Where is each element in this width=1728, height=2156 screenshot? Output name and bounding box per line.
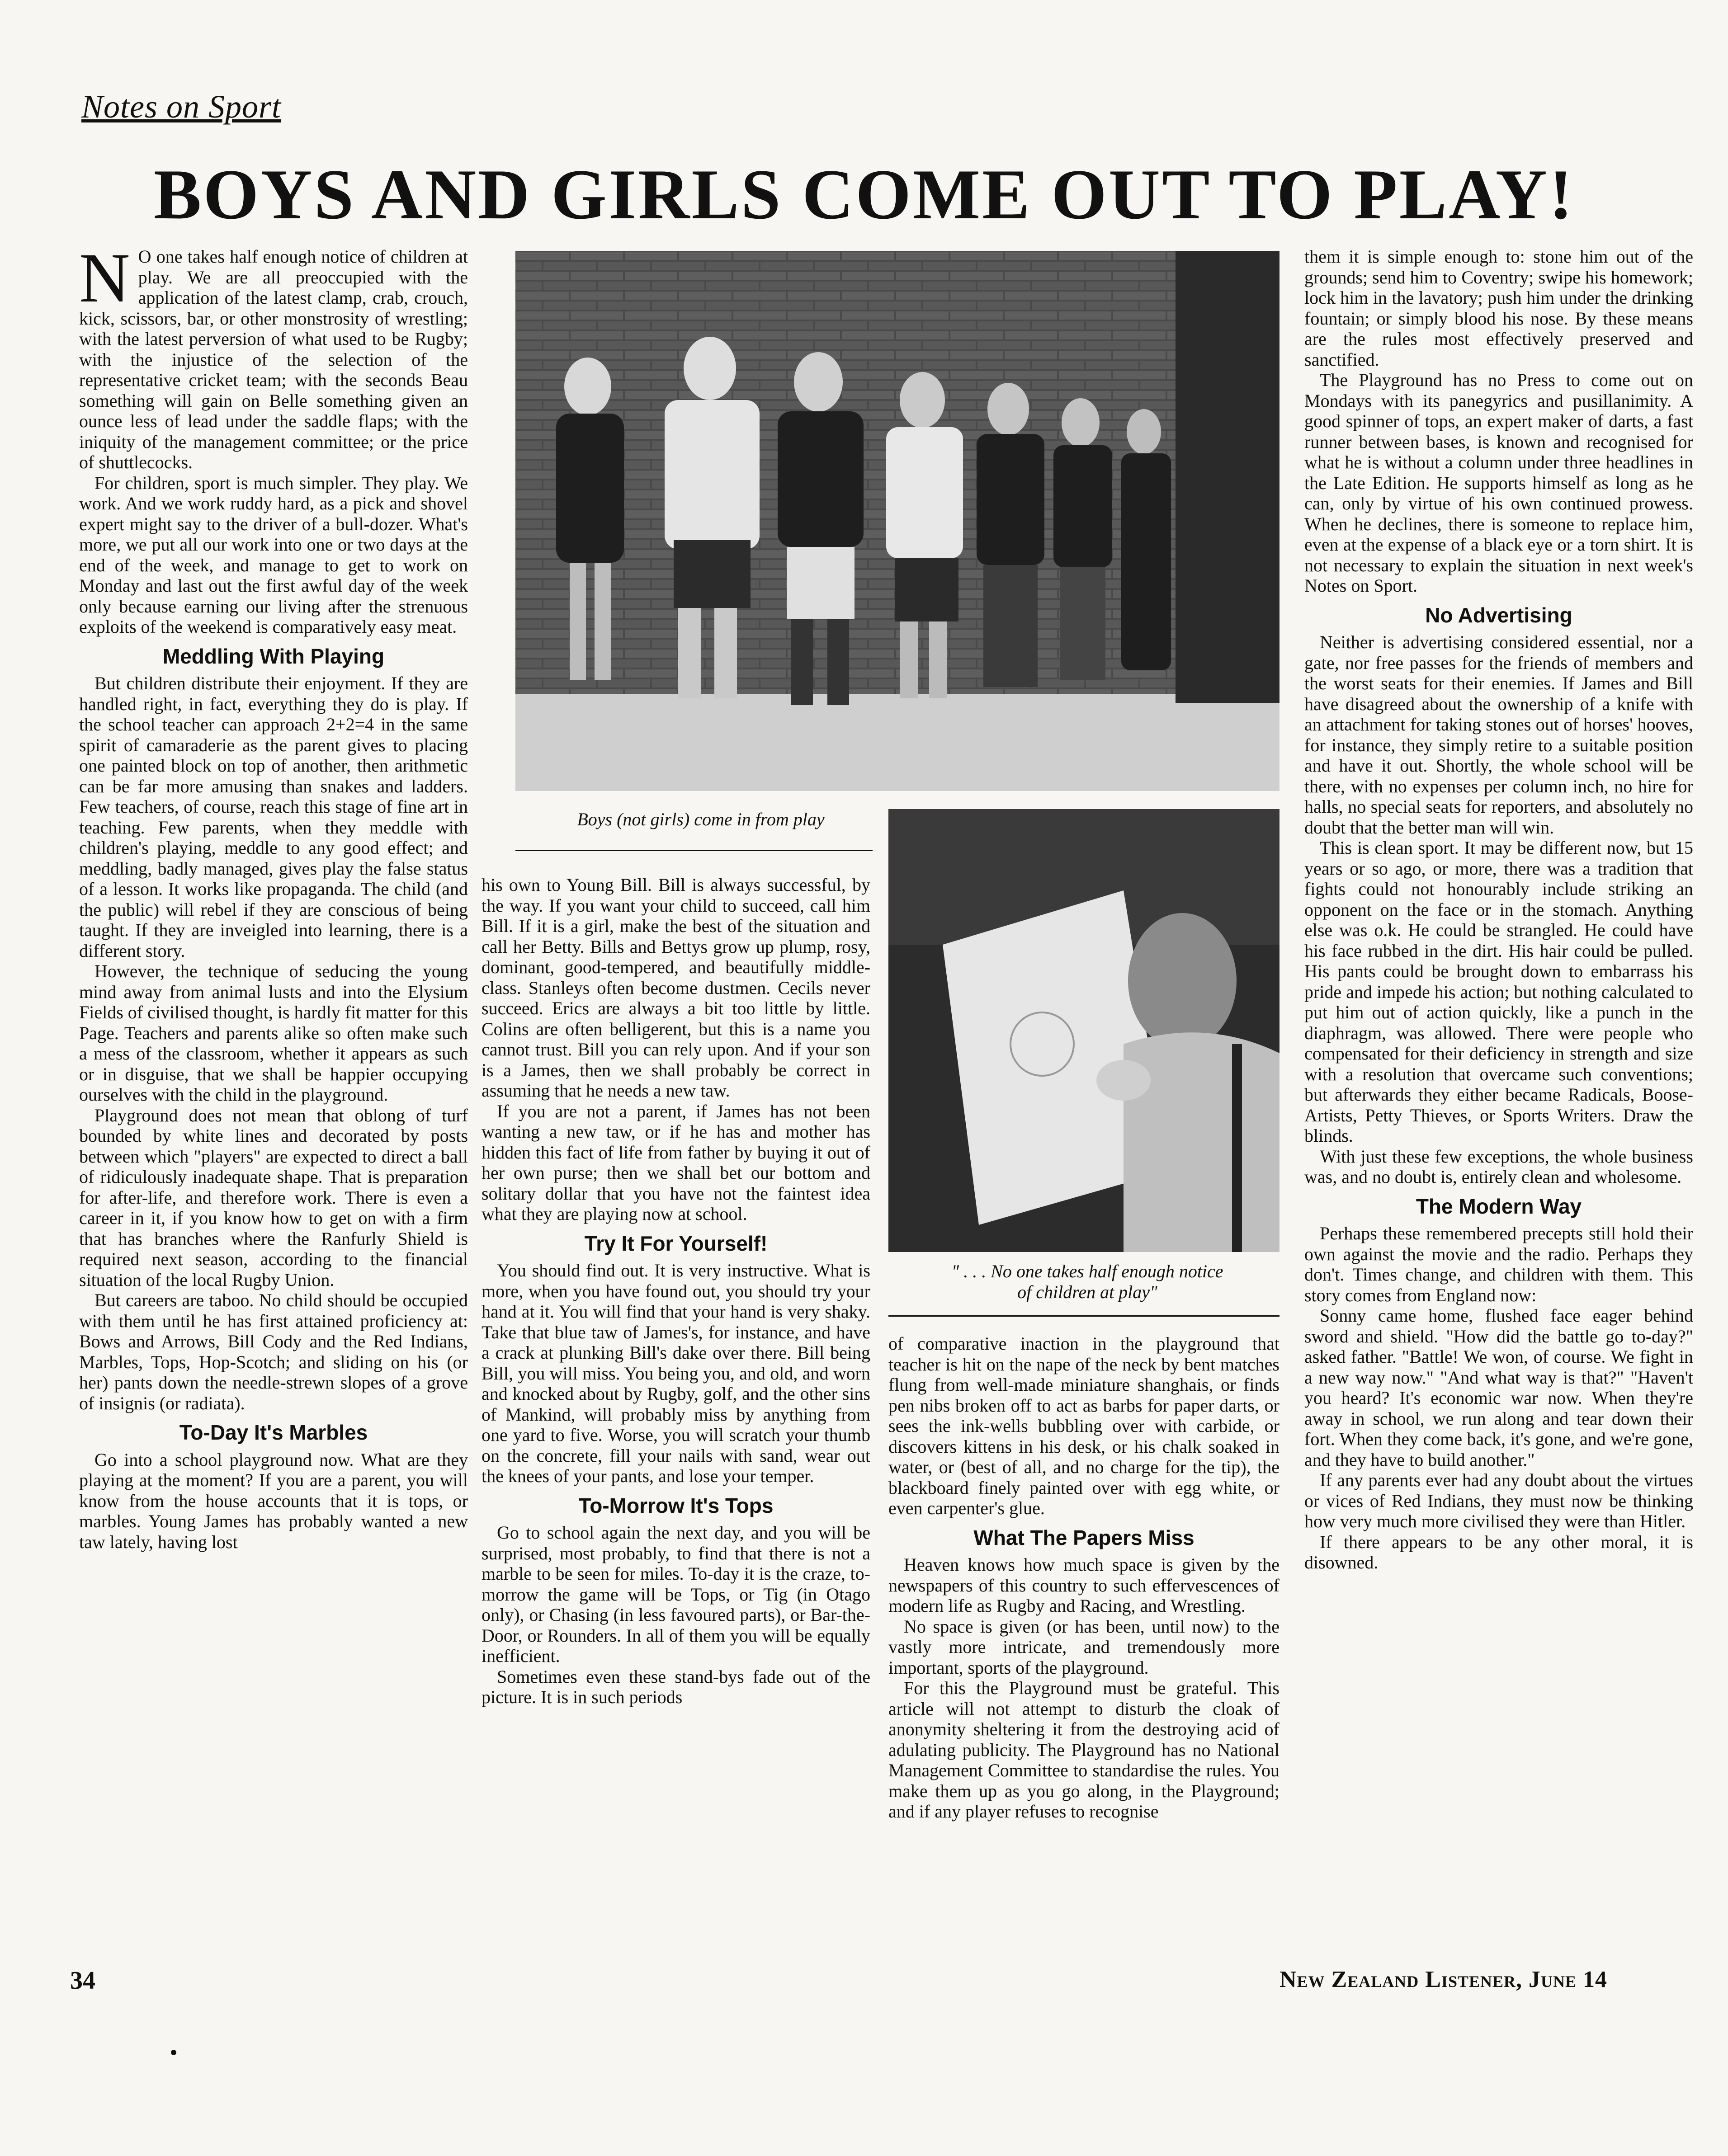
caption-rule xyxy=(515,850,873,851)
paragraph: However, the technique of seducing the young mind away from animal lusts and into the Elysium Fields of civilised thought, is hardly fit matter for this Page. Teachers and parents alike so often make such a mess of the classroom, whether it appears as such or in disguise, that we shall be happier occupying ourselves with the child in the playground. xyxy=(79,961,468,1105)
column-1 xyxy=(79,239,468,1552)
photo2-caption xyxy=(888,1261,1286,1303)
paragraph: Perhaps these remembered precepts still hold their own against the movie and the radio. Perhaps they don't. Times change, and children with them. This story comes from England now: xyxy=(1304,1223,1693,1305)
paragraph: The Playground has no Press to come out on Mondays with its panegyrics and pusillanimity. A good spinner of tops, an expert maker of darts, a fast runner between bases, is known and recognised for what he is without a column under three headlines in the Late Edition. He supports himself as long as he can, only by virtue of his own continued prowess. When he declines, there is someone to replace him, even at the expense of a black eye or a torn shirt. It is not necessary to explain the situation in next week's Notes on Sport. xyxy=(1304,370,1693,596)
paragraph: If you are not a parent, if James has not been wanting a new taw, or if he has and mother has hidden this fact of life from father by buying it out of her own purse; then we shall bet our bottom and solitary dollar that you have not the faintest idea what they are playing now at school. xyxy=(482,1101,870,1224)
paragraph: This is clean sport. It may be different now, but 15 years or so ago, or more, there was a tradition that fights could not honourably include striking an opponent on the face or in the stomach. Anything else was o.k. He could be strangled. He could have his face rubbed in the dirt. His hair could be pulled. His pants could be brought down to embarrass his pride and impede his action; but nothing calculated to put him out of action quickly, like a punch in the diaphragm, was allowed. There were people who compensated for their deficiency in strength and size with a resolution that overcame such conventions; but afterwards they either became Radicals, Boose-Artists, Petty Thieves, or Sports Writers. Draw the blinds. xyxy=(1304,838,1693,1146)
paragraph: For children, sport is much simpler. They play. We work. And we work ruddy hard, as a pick and shovel expert might say to the driver of a bull-dozer. What's more, we put all our work into one or two days at the end of the week, and manage to get to work on Monday and last out the first awful day of the week only because earning our living after the strenuous exploits of the weekend is comparatively easy meat. xyxy=(79,472,468,637)
boys-in-line-image xyxy=(515,251,1279,791)
boy-reading-image xyxy=(888,809,1279,1252)
photo-boys-in-line xyxy=(515,251,1279,791)
paragraph: his own to Young Bill. Bill is always successful, by the way. If you want your child to succeed, call him Bill. If it is a girl, make the best of the situation and call her Betty. Bills and Bettys grow up plump, rosy, dominant, good-tempered, and beautifully middle-class. Stanleys often become dustmen. Cecils never succeed. Erics are always a bit too little by little. Colins are often belligerent, but this is a name you cannot trust. Bill you can rely upon. And if your son is a James, then we shall probably be correct in assuming that he needs a new taw. xyxy=(482,875,870,1101)
publication-footer: New Zealand Listener, June 14 xyxy=(1279,1967,1608,1992)
paragraph: Sometimes even these stand-bys fade out of the picture. It is in such periods xyxy=(482,1666,870,1707)
page-headline: BOYS AND GIRLS COME OUT TO PLAY! xyxy=(154,155,1575,234)
paragraph: But children distribute their enjoyment. If they are handled right, in fact, everything they do is play. If the school teacher can approach 2+2=4 in the same spirit of camaraderie as the parent gives to placing one painted block on top of another, then arithmetic can be far more amusing than snakes and ladders. Few teachers, of course, reach this stage of fine art in teaching. Few parents, when they meddle with children's playing, meddle to any good effect; and meddling, badly managed, gives play the false status of a lesson. It works like propaganda. The child (and the public) will rebel if they are conscious of being taught. If they are inveigled into learning, there is a different story. xyxy=(79,673,468,961)
paragraph: N O one takes half enough notice of children at play. We are all preoccupied with the application of the latest clamp, crab, crouch, kick, scissors, bar, or other monstrosity of wrestling; with the latest perversion of what used to be Rugby; with the injustice of the selection of the representative cricket team; with the seconds Beau something will gain on Belle something given an ounce less of lead under the saddle flaps; with the iniquity of the management committee; or the price of shuttlecocks. xyxy=(79,239,468,472)
paragraph: Playground does not mean that oblong of turf bounded by white lines and decorated by posts between which "players" are expected to direct a ball of ridiculously inadequate shape. That is preparation for after-life, and therefore work. There is even a career in it, if you know how to get on with a firm that has branches where the Ranfurly Shield is required next season, according to the financial situation of the local Rugby Union. xyxy=(79,1105,468,1290)
subheading-marbles: To-Day It's Marbles xyxy=(179,1421,368,1444)
paragraph: Heaven knows how much space is given by the newspapers of this country to such effervescences of modern life as Rugby and Racing, and Wrestling. xyxy=(888,1554,1279,1616)
subheading-no-advertising: No Advertising xyxy=(1425,603,1572,627)
photo2-caption-line2: of children at play" xyxy=(1017,1282,1157,1302)
photo-boy-reading xyxy=(888,809,1279,1252)
caption-rule xyxy=(888,1315,1279,1317)
subheading-tops: To-Morrow It's Tops xyxy=(578,1493,774,1517)
paragraph: You should find out. It is very instructive. What is more, when you have found out, you should try your hand at it. You will find that your hand is very shaky. Take that blue taw of James's, for instance, and have a crack at plunking Bill's dake over there. Bill being Bill, you will miss. You being you, and old, and worn and knocked about by Rugby, golf, and the other sins of Mankind, will probably miss by anything from one yard to five. Worse, you will scratch your thumb on the concrete, fill your nails with sand, wear out the knees of your pants, and lose your temper. xyxy=(482,1260,870,1486)
subheading-modern-way: The Modern Way xyxy=(1416,1194,1582,1218)
paragraph: No space is given (or has been, until now) to the vastly more intricate, and tremendously more important, sports of the playground. xyxy=(888,1616,1279,1678)
paragraph: For this the Playground must be grateful. This article will not attempt to disturb the cloak of anonymity sheltering it from the destroying acid of adulating publicity. The Playground has no National Management Committee to standardise the rules. You make them up as you go along, in the Playground; and if any player refuses to recognise xyxy=(888,1678,1279,1822)
page-number: 34 xyxy=(70,1967,95,1995)
paragraph: Neither is advertising considered essential, nor a gate, nor free passes for the friends of members and the worst seats for their enemies. If James and Bill have disagreed about the ownership of a knife with an attachment for taking stones out of horses' hooves, for instance, they simply retire to a suitable position and have it out. Shortly, the whole school will be there, with no expenses per column inch, no hire for halls, no special seats for reporters, and absolutely no doubt that the better man will win. xyxy=(1304,632,1693,838)
paragraph: Sonny came home, flushed face eager behind sword and shield. "How did the battle go to-day?" asked father. "Battle! We won, of course. We fight in a new way now." "And what way is that?" "Haven't you heard? It's economic war now. When they're away in school, we run along and tear down their fort. When they come back, it's gone, and we're gone, and they have to build another." xyxy=(1304,1305,1693,1470)
photo2-caption-line1: " . . . No one takes half enough notice xyxy=(951,1261,1223,1281)
section-kicker: Notes on Sport xyxy=(81,89,282,125)
subheading-papers-miss: What The Papers Miss xyxy=(973,1525,1194,1549)
stray-dot xyxy=(171,2050,176,2055)
column-4 xyxy=(1304,246,1693,1573)
drop-cap: N xyxy=(79,239,130,317)
paragraph: With just these few exceptions, the whole business was, and no doubt is, entirely clean and wholesome. xyxy=(1304,1146,1693,1187)
paragraph: If any parents ever had any doubt about the virtues or vices of Red Indians, they must now be thinking how very much more civilised they were than Hitler. xyxy=(1304,1470,1693,1531)
paragraph: of comparative inaction in the playground that teacher is hit on the nape of the neck by bent matches flung from well-made miniature shanghais, or finds pen nibs broken off to act as barbs for paper darts, or sees the ink-wells bubbling over with carbide, or discovers kittens in his desk, or his chalk soaked in water, or (best of all, and no charge for the tip), the blackboard finely painted over with egg white, or even carpenter's glue. xyxy=(888,1333,1279,1518)
paragraph: But careers are taboo. No child should be occupied with them until he has first attained proficiency at: Bows and Arrows, Bill Cody and the Red Indians, Marbles, Tops, Hop-Scotch; and sliding on his (or her) pants down the needle-strewn slopes of a grove of insignis (or radiata). xyxy=(79,1290,468,1413)
column-3 xyxy=(888,1333,1279,1822)
photo1-caption: Boys (not girls) come in from play xyxy=(577,809,825,829)
paragraph: Go into a school playground now. What are they playing at the moment? If you are a parent, you will know from the house accounts that it is tops, or marbles. Young James has probably wanted a new taw lately, having lost xyxy=(79,1449,468,1552)
column-2 xyxy=(482,875,870,1708)
paragraph: If there appears to be any other moral, it is disowned. xyxy=(1304,1531,1693,1572)
subheading-meddling: Meddling With Playing xyxy=(162,644,385,668)
subheading-try-it: Try It For Yourself! xyxy=(584,1231,768,1255)
paragraph: Go to school again the next day, and you will be surprised, most probably, to find that there is not a marble to be seen for miles. To-day it is the craze, to-morrow the game will be Tops, or Tig (in Otago only), or Chasing (in less favoured parts), or Bar-the-Door, or Rounders. In all of them you will be equally inefficient. xyxy=(482,1522,870,1666)
paragraph: them it is simple enough to: stone him out of the grounds; send him to Coventry; swipe his homework; lock him in the lavatory; push him under the drinking fountain; or simply blood his nose. By these means are the rules most effectively preserved and sanctified. xyxy=(1304,246,1693,370)
